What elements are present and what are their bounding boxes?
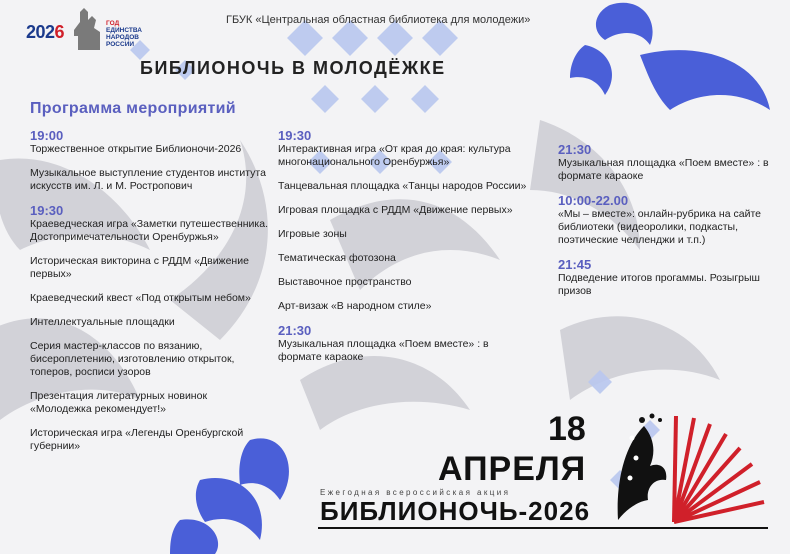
event-text: Игровые зоны xyxy=(278,228,347,240)
event-text: Подведение итогов прогаммы. Розыгрыш призов xyxy=(558,272,760,297)
promo-name: БИБЛИОНОЧЬ-2026 xyxy=(320,496,591,526)
event-text: Интерактивная игра «От края до края: культура многонационального Оренбуржья» xyxy=(278,143,511,168)
bibilionight-promo xyxy=(318,408,768,533)
event-text: Историческая викторина с РДДМ «Движение первых» xyxy=(30,255,249,280)
event-time: 21:45 xyxy=(558,257,592,272)
event-text: Серия мастер-классов по вязанию, бисероплетению, изготовлению открыток, топеров, росписи узоров xyxy=(30,340,235,378)
event-time: 19:00 xyxy=(30,128,64,143)
event-text: Музыкальное выступление студентов института искусств им. Л. и М. Ростропович xyxy=(30,167,266,192)
event-text: Танцевальная площадка «Танцы народов России» xyxy=(278,180,527,192)
logo-year-suffix: 6 xyxy=(54,22,65,42)
event-time: 19:30 xyxy=(30,203,64,218)
organization-name: ГБУК «Центральная областная библиотека для молодежи» xyxy=(226,14,531,26)
event-text: Арт-визаж «В народном стиле» xyxy=(278,300,432,312)
logo-year-prefix: 202 xyxy=(26,22,55,42)
logo-line-2: ЕДИНСТВА xyxy=(106,27,142,34)
event-text: Краеведческий квест «Под открытым небом» xyxy=(30,292,251,304)
event-text: Историческая игра «Легенды Оренбургской губернии» xyxy=(30,427,244,452)
event-text: Выставочное пространство xyxy=(278,276,412,288)
monument-icon xyxy=(72,6,102,50)
event-text: Презентация литературных новинок «Молодежка рекомендует!» xyxy=(30,390,208,415)
year-of-unity-logo xyxy=(26,6,156,54)
event-text: Музыкальная площадка «Поем вместе» : в формате караоке xyxy=(558,157,769,182)
event-time: 19:30 xyxy=(278,128,312,143)
schedule-column-3 xyxy=(558,143,773,309)
fan-ornament-icon xyxy=(614,408,768,526)
event-time: 21:30 xyxy=(278,323,312,338)
event-time: 10:00-22.00 xyxy=(558,193,629,208)
page-title: БИБЛИОНОЧЬ В МОЛОДЁЖКЕ xyxy=(140,58,446,78)
logo-line-1: ГОД xyxy=(106,20,120,27)
event-time: 21:30 xyxy=(558,142,592,157)
event-text: Интеллектуальные площадки xyxy=(30,316,175,328)
promo-subtitle: Ежегодная всероссийская акция xyxy=(320,488,511,497)
promo-day: 18 xyxy=(548,410,586,448)
event-text: Тематическая фотозона xyxy=(278,252,396,264)
promo-month: АПРЕЛЯ xyxy=(438,450,587,488)
event-text: Краеведческая игра «Заметки путешественника. Достопримечательности Оренбуржья» xyxy=(30,218,268,243)
event-text: «Мы – вместе»: онлайн-рубрика на сайте библиотеки (видеоролики, подкасты, поэтические челленджи и т.п.) xyxy=(558,208,761,246)
promo-underline xyxy=(318,527,768,529)
event-text: Торжественное открытие Библионочи-2026 xyxy=(30,143,242,155)
logo-caption xyxy=(106,20,166,48)
program-title: Программа мероприятий xyxy=(30,100,236,117)
schedule-column-1 xyxy=(30,129,270,464)
schedule-column-2 xyxy=(278,129,528,375)
event-text: Игровая площадка с РДДМ «Движение первых» xyxy=(278,204,513,216)
event-text: Музыкальная площадка «Поем вместе» : в формате караоке xyxy=(278,338,489,363)
logo-line-3: НАРОДОВ xyxy=(106,34,139,41)
logo-line-4: РОССИИ xyxy=(106,41,135,48)
logo-year xyxy=(26,22,64,43)
